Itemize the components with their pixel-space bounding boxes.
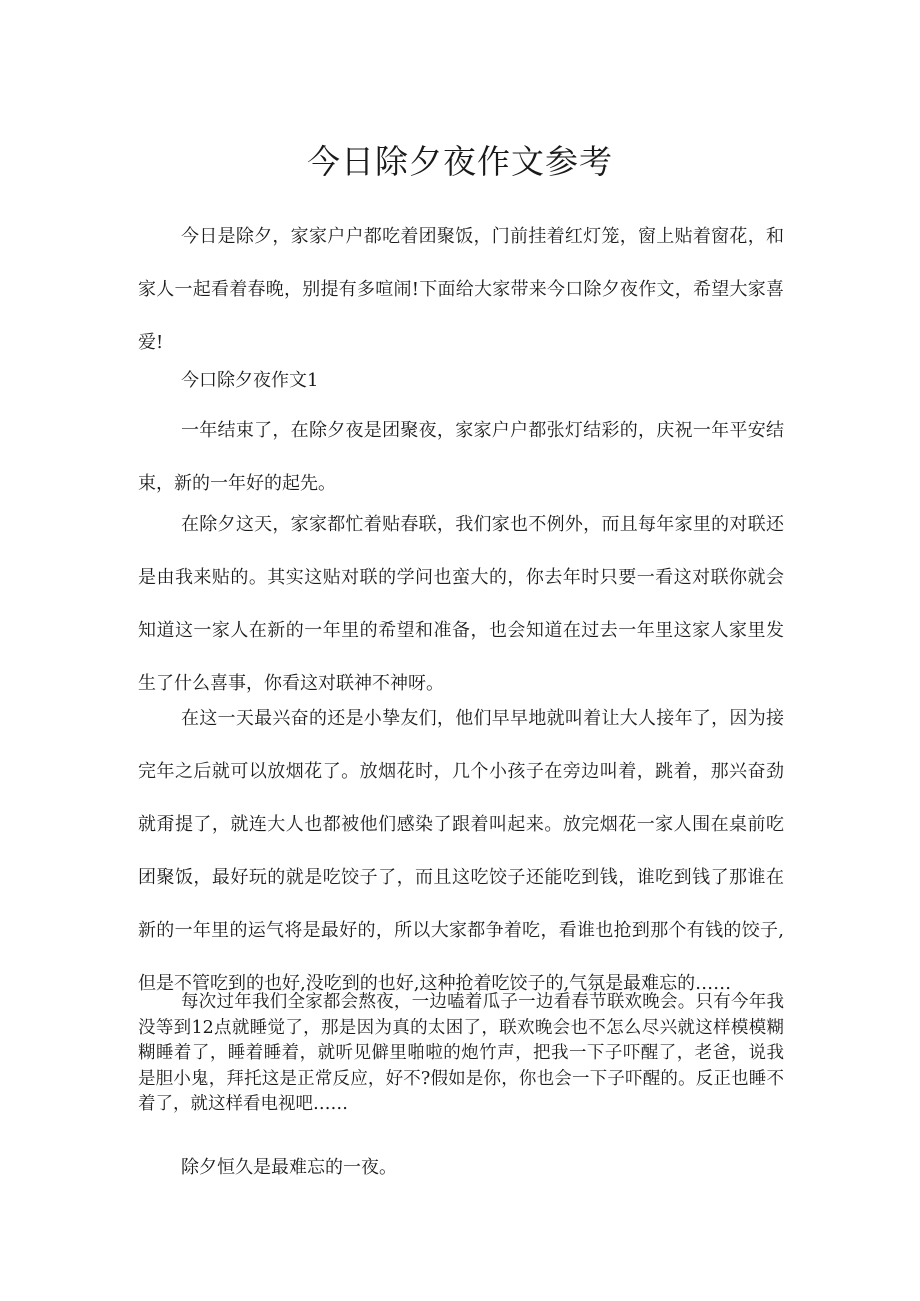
essay-heading: 今口除夕夜作文1 xyxy=(181,370,319,391)
paragraph-4: 每次过年我们全家都会熬夜，一边嗑着瓜子一边看春节联欢晚会。只有今年我没等到12点就睡觉了，那是因为真的太困了，联欢晚会也不怎么尽兴就这样模模糊糊睡着了，睡着睡着，就听见僻里啪啦的炮竹声，把我一下子吓醒了，老爸，说我是胆小鬼，拜托这是正常反应，好不?假如是你，你也会一下子吓醒的。反正也睡不着了，就这样看电视吧…… xyxy=(138,992,784,1114)
paragraph-1: 一年结束了，在除夕夜是团聚夜，家家户户都张灯结彩的，庆祝一年平安结束，新的一年好的起先。 xyxy=(138,420,784,494)
paragraph-5: 除夕恒久是最难忘的一夜。 xyxy=(181,1157,397,1178)
paragraph-3: 在这一天最兴奋的还是小挚友们，他们早早地就叫着让大人接年了，因为接完年之后就可以放烟花了。放烟花时，几个小孩子在旁边叫着，跳着，那兴奋劲就甭提了，就连大人也都被他们感染了跟着叫起来。放完烟花一家人围在桌前吃团聚饭，最好玩的就是吃饺子了，而且这吃饺子还能吃到钱，谁吃到钱了那谁在新的一年里的运气将是最好的，所以大家都争着吃，看谁也抢到那个有钱的饺子,但是不管吃到的也好,没吃到的也好,这种抢着吃饺子的,气氛是最难忘的…… xyxy=(138,708,784,994)
intro-paragraph: 今日是除夕，家家户户都吃着团聚饭，门前挂着红灯笼，窗上贴着窗花，和家人一起看着春晚，别提有多喧闹!下面给大家带来今口除夕夜作文，希望大家喜爱! xyxy=(138,226,784,353)
page-title: 今日除夕夜作文参考 xyxy=(307,142,613,181)
paragraph-2: 在除夕这天，家家都忙着贴春联，我们家也不例外，而且每年家里的对联还是由我来贴的。其实这贴对联的学问也蛮大的，你去年时只要一看这对联你就会知道这一家人在新的一年里的希望和准备，也会知道在过去一年里这家人家里发生了什么喜事，你看这对联神不神呀。 xyxy=(138,514,784,694)
